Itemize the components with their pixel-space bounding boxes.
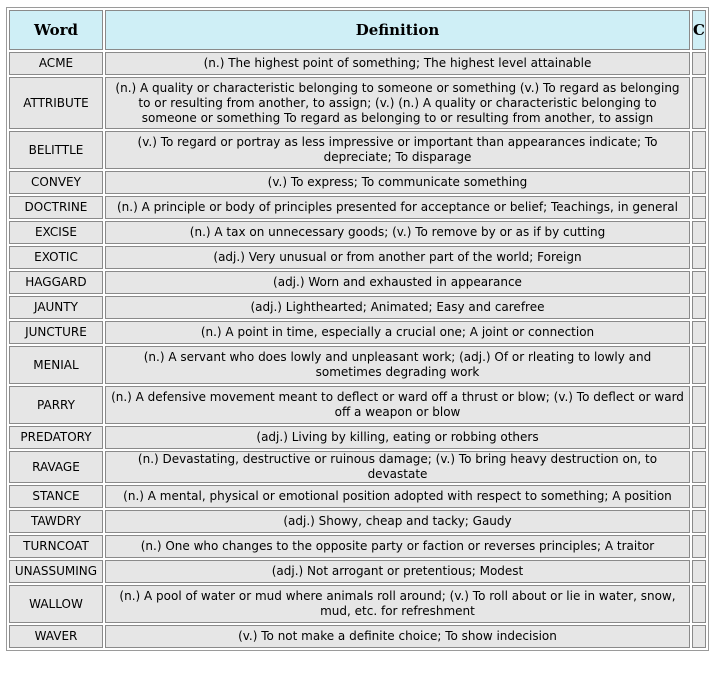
definition-cell: (n.) A tax on unnecessary goods; (v.) To remove by or as if by cutting [105, 221, 690, 244]
definition-cell: (n.) A mental, physical or emotional position adopted with respect to something; A position [105, 485, 690, 508]
third-column-cell [692, 52, 706, 75]
definition-cell: (adj.) Lighthearted; Animated; Easy and carefree [105, 296, 690, 319]
table-row [9, 131, 706, 169]
third-column-cell [692, 131, 706, 169]
table-row [9, 386, 706, 424]
word-cell: STANCE [9, 485, 103, 508]
word-cell: ATTRIBUTE [9, 77, 103, 129]
third-column-cell [692, 271, 706, 294]
table-row [9, 296, 706, 319]
table-row [9, 426, 706, 449]
third-column-cell [692, 485, 706, 508]
table-row [9, 625, 706, 648]
word-cell: WALLOW [9, 585, 103, 623]
word-cell: JUNCTURE [9, 321, 103, 344]
word-cell: TURNCOAT [9, 535, 103, 558]
third-column-cell [692, 625, 706, 648]
table-row [9, 221, 706, 244]
third-column-cell [692, 346, 706, 384]
table-row [9, 535, 706, 558]
definition-cell: (n.) A pool of water or mud where animals roll around; (v.) To roll about or lie in water, snow, mud, etc. for refreshment [105, 585, 690, 623]
table-row [9, 271, 706, 294]
definition-cell: (v.) To express; To communicate something [105, 171, 690, 194]
table-row [9, 246, 706, 269]
definition-cell: (adj.) Living by killing, eating or robbing others [105, 426, 690, 449]
third-column-cell [692, 296, 706, 319]
third-column-cell [692, 510, 706, 533]
definition-cell: (n.) A defensive movement meant to deflect or ward off a thrust or blow; (v.) To deflect or ward off a weapon or blow [105, 386, 690, 424]
definition-cell: (v.) To not make a definite choice; To show indecision [105, 625, 690, 648]
header-row [9, 10, 706, 50]
definition-cell: (v.) To regard or portray as less impressive or important than appearances indicate; To depreciate; To disparage [105, 131, 690, 169]
definition-cell: (n.) One who changes to the opposite party or faction or reverses principles; A traitor [105, 535, 690, 558]
word-cell: CONVEY [9, 171, 103, 194]
table-row [9, 585, 706, 623]
table-row [9, 171, 706, 194]
word-cell: UNASSUMING [9, 560, 103, 583]
word-cell: PREDATORY [9, 426, 103, 449]
third-column-cell [692, 451, 706, 483]
vocabulary-table [6, 7, 709, 651]
third-column-cell [692, 246, 706, 269]
third-column-cell [692, 535, 706, 558]
table-row [9, 196, 706, 219]
definition-cell: (n.) A point in time, especially a crucial one; A joint or connection [105, 321, 690, 344]
table-row [9, 52, 706, 75]
third-column-cell [692, 560, 706, 583]
word-column-header: Word [9, 10, 103, 50]
word-cell: RAVAGE [9, 451, 103, 483]
table-row [9, 321, 706, 344]
definition-cell: (adj.) Worn and exhausted in appearance [105, 271, 690, 294]
table-row [9, 346, 706, 384]
word-cell: ACME [9, 52, 103, 75]
table-row [9, 77, 706, 129]
word-cell: BELITTLE [9, 131, 103, 169]
definition-cell: (n.) The highest point of something; The highest level attainable [105, 52, 690, 75]
definition-cell: (adj.) Very unusual or from another part of the world; Foreign [105, 246, 690, 269]
third-column-cell [692, 196, 706, 219]
third-column-cell [692, 321, 706, 344]
word-cell: EXCISE [9, 221, 103, 244]
third-column-cell [692, 171, 706, 194]
definition-column-header: Definition [105, 10, 690, 50]
definition-cell: (n.) A quality or characteristic belonging to someone or something (v.) To regard as belonging to or resulting from another, to assign; (v.) (n.) A quality or characteristic belonging to someone or something To regard as belonging to or resulting from another, to assign [105, 77, 690, 129]
definition-cell: (adj.) Not arrogant or pretentious; Modest [105, 560, 690, 583]
table-row [9, 485, 706, 508]
word-cell: HAGGARD [9, 271, 103, 294]
definition-cell: (n.) Devastating, destructive or ruinous damage; (v.) To bring heavy destruction on, to devastate [105, 451, 690, 483]
table-row [9, 510, 706, 533]
word-cell: EXOTIC [9, 246, 103, 269]
third-column-header: C [692, 10, 706, 50]
table-row [9, 451, 706, 483]
definition-cell: (n.) A principle or body of principles presented for acceptance or belief; Teachings, in general [105, 196, 690, 219]
third-column-cell [692, 426, 706, 449]
table-row [9, 560, 706, 583]
word-cell: JAUNTY [9, 296, 103, 319]
third-column-cell [692, 221, 706, 244]
third-column-cell [692, 77, 706, 129]
word-cell: TAWDRY [9, 510, 103, 533]
word-cell: DOCTRINE [9, 196, 103, 219]
third-column-cell [692, 386, 706, 424]
word-cell: PARRY [9, 386, 103, 424]
definition-cell: (n.) A servant who does lowly and unpleasant work; (adj.) Of or rleating to lowly and sometimes degrading work [105, 346, 690, 384]
word-cell: WAVER [9, 625, 103, 648]
word-cell: MENIAL [9, 346, 103, 384]
third-column-cell [692, 585, 706, 623]
definition-cell: (adj.) Showy, cheap and tacky; Gaudy [105, 510, 690, 533]
